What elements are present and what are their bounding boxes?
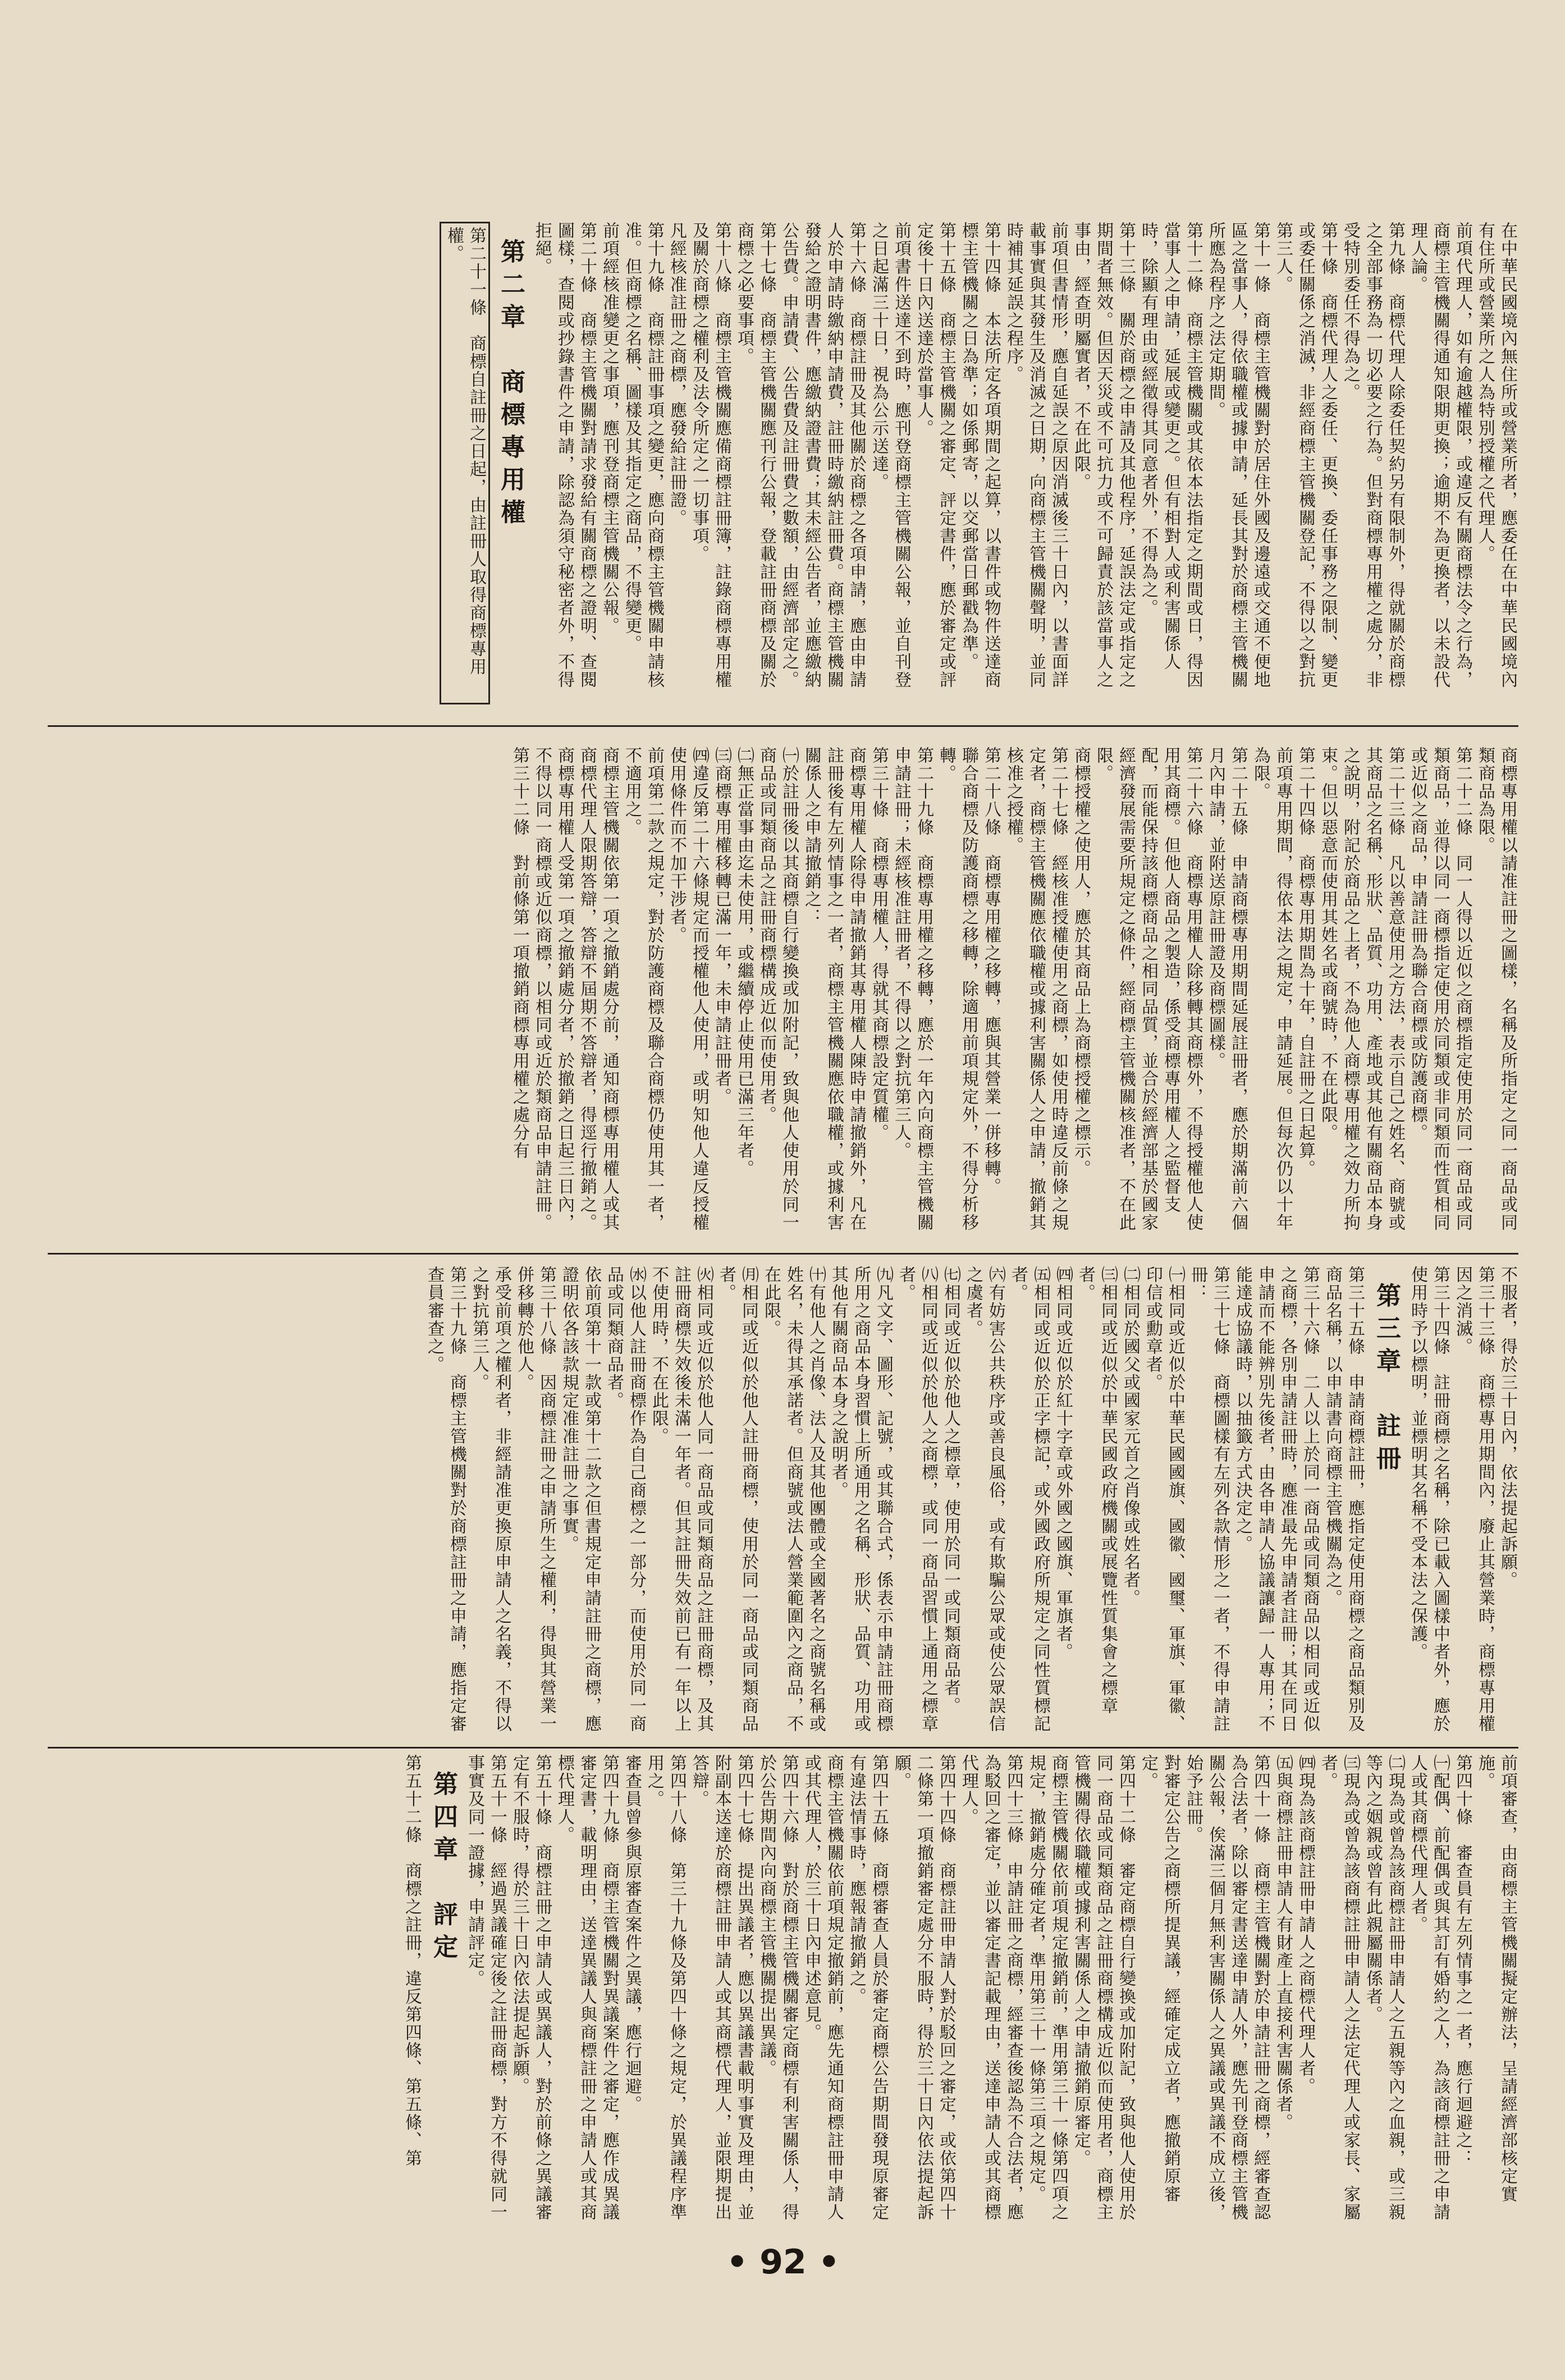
article-paragraph: ㈦相同或近似於他人之標章，使用於同一或同類商品者。 [941,1266,960,1715]
article-paragraph: ㈣相同或近似於紅十字章或外國之國旗、軍旗者。 [1053,1266,1073,1661]
article-paragraph: 商標專用權人除得申請撤銷其專用權人陳時申請撤銷外，凡在註冊後有左列情事之一者，商標主管機關應依職權，或據利害關係人之申請撤銷之： [802,747,866,1232]
article-paragraph: ㈤相同或近似於正字標記，或外國政府所規定之同性質標記者。 [1008,1266,1050,1733]
article-paragraph: ㈤與商標註冊申請人有財產上直接利害關係者。 [1273,1754,1293,2131]
article-paragraph: ㈥有妨害公共秩序或善良風俗，或有欺騙公眾或使公眾誤信之虞者。 [963,1266,1005,1733]
article-paragraph: 商標主管機關依第一項之撤銷處分前，通知商標專用權人或其商標代理人限期答辯，答辯不屆期不答辯者，得逕行撤銷之。 [577,747,619,1232]
article-paragraph: 第九條 商標代理人除委任契約另有限制外，得就關於商標之全部事務為一切必要之行為。但對商標專用權之處分，非受特別委任不得為之。 [1340,222,1405,689]
article-paragraph: ㈫相同或近似於他人同一商品或同類商品之註冊商標，及其註冊商標失效後未滿一年者。但其註冊失效前已有一年以上不使用時，不在此限。 [649,1266,713,1733]
article-paragraph: 第十六條 商標註冊及其他關於商標之各項申請，應由申請人於申請時繳納申請費，註冊時繳納註冊費。商標主管機關發給之證明書件，應繳納證書費；其未經公告者，並應繳納公告費。申請費、公告費及註冊費之數額，由經濟部定之。 [779,222,866,689]
article-paragraph: ㈣現為該商標註冊申請人之商標代理人者。 [1296,1754,1315,2095]
article-paragraph: 依前項第十一款或第十二款之但書規定申請註冊之商標，應證明依各該款規定准准註冊之事實。 [559,1266,601,1733]
article-paragraph: 前項代理人，如有逾越權限，或違反有關商標法令之行為，商標主管機關得通知限期更換；逾期不為更換者，以未設代理人論。 [1408,222,1472,689]
article-paragraph: ㈪相同或近似於他人註冊商標，使用於同一商品或同類商品者。 [716,1266,758,1733]
article-paragraph: 第三十七條 商標圖樣有左列各款情形之一者，不得申請註冊： [1188,1266,1230,1733]
article-paragraph: 第十三條 關於商標之申請及其他程序，延誤法定或指定之期間者無效。但因天災或不可抗力或不可歸責於該當事人之事由，經查明屬實者，不在此限。 [1071,222,1136,689]
horizontal-rule-1 [48,725,1518,727]
article-paragraph: 在中華民國境內無住所或營業所者，應委任在中華民國境內有住所或營業所之人為特別授權之代理人。 [1475,222,1517,689]
section-band-3 [48,1266,1518,1746]
article-paragraph: 第二十條 商標主管機關對請求發給有關商標之證明、查閱圖樣，查閱或抄錄書件之申請，除認為須守秘密者外，不得拒絕。 [532,222,597,689]
article-paragraph: 商標主管機關依前項規定撤銷前，準用第三十一條第四項之規定，撤銷處分確定者，準用第三十一條第三項之規定。 [1026,1754,1068,2221]
article-paragraph: 第五十條 商標註冊之申請人或異議人，對於前條之異議審定有不服時，得於三十日內依法提起訴願。 [510,1754,552,2221]
article-paragraph: 第五十二條 商標之註冊，違反第四條、第五條、第 [402,1754,422,2167]
article-paragraph: ㈣違反第二十六條規定而授權他人使用，或明知他人違反授權使用條件而不加干涉者。 [667,747,709,1232]
article-paragraph: 承受前項之權利者，非經請准更換原申請人之名義，不得以之對抗第三人。 [469,1266,511,1733]
article-paragraph: 第三十八條 因商標註冊之申請所生之權利，得與其營業一併移轉於他人。 [514,1266,556,1733]
article-paragraph: 第十條 商標代理人之委任、更換、委任事務之限制、變更或委任關係之消滅，非經商標主管機關登記，不得以之對抗第三人。 [1273,222,1338,689]
article-paragraph: ㈡相同於國父或國家元首之肖像或姓名者。 [1120,1266,1140,1607]
boxed-article: 第二十一條 商標自註冊之日起，由註冊人取得商標專用權。 [440,222,490,704]
article-paragraph: ㈩有他人之肖像、法人及其他團體或全國著名之商號名稱或姓名，未得其承諾者。但商號或法人營業範圍內之商品，不在此限。 [761,1266,826,1733]
article-paragraph: 前項審查，由商標主管機關擬定辦法，呈請經濟部核定實施。 [1475,1754,1517,2203]
article-paragraph: 第三十條 商標專用權人，得就其商標設定質權。 [869,747,889,1142]
article-paragraph: 前項專用期間，得依本法之規定，申請延展。但每次仍以十年為限。 [1251,747,1293,1232]
article-paragraph: ㈠於註冊後以其商標自行變換或加附記，致與他人使用於同一商品或同類商品之註冊商標構成近似而使用者。 [757,747,799,1232]
article-paragraph: 第三十三條 商標專用期間內，廢止其營業時，商標專用權因之消滅。 [1453,1266,1495,1733]
article-paragraph: 第四十條 審查員有左列情事之一者，應行迴避之： [1453,1754,1472,2167]
article-paragraph: 對審定公告之商標所提異議，經確定成立者，應撤銷原審定。 [1138,1754,1180,2203]
article-paragraph: 第十二條 商標主管機關或其依本法指定之期間或日，得因當事人之申請，延展或變更之。但有相對人或利害關係人時，除顯有理由或經徵得其同意者外，不得為之。 [1138,222,1203,689]
article-paragraph: 凡經核准註冊之商標，應發給註冊證。 [667,222,687,527]
article-paragraph: 商標主管機關依前項規定撤銷前，應先通知商標註冊申請人或其代理人，於三十日內申述意見。 [802,1754,844,2221]
article-paragraph: 第二十四條 商標專用期間為十年，自註冊之日起算。 [1296,747,1315,1178]
article-paragraph: 第三十五條 申請商標註冊，應指定使用商標之商品類別及商品名稱，以申請書向商標主管機關為之。 [1323,1266,1365,1733]
horizontal-rule-3 [48,1747,1518,1749]
horizontal-rule-2 [48,1253,1518,1255]
article-paragraph: 第三十九條 商標主管機關對於商標註冊之申請，應指定審查員審查之。 [424,1266,466,1733]
article-paragraph: 第三十二條 對前條第一項撤銷商標專用權之處分有 [510,747,529,1160]
article-paragraph: 審查員曾參與原審查案件之異議，應行迴避。 [622,1754,642,2113]
chapter-heading: 第二章 商標專用權 [496,239,525,532]
article-paragraph: 第五十一條 經過異議確定後之註冊商標，對方不得就同一事實及同一證據，申請評定。 [465,1754,507,2221]
section-band-1 [48,222,1518,704]
article-paragraph: 第四十九條 商標主管機關對異議案件之審定，應作成異議審定書，載明理由，送達異議人與商標註冊之申請人或其商標代理人。 [555,1754,619,2221]
article-paragraph: 第四十八條 第三十九條及第四十條之規定，於異議程序準用之。 [644,1754,687,2221]
article-paragraph: ㈧相同或近似於他人之商標，或同一商品習慣上通用之標章者。 [896,1266,938,1733]
article-paragraph: ㈡現為或曾為該商標註冊申請人之五親等內之血親，或三親等內之姻親或曾有此親屬關係者。 [1363,1754,1405,2221]
article-paragraph: 第四十二條 審定商標自行變換或加附記，致與他人使用於同一商品或同類商品之註冊商標構成近似而使用者，商標主管機關得依職權或據利害關係人之申請撤銷原審定。 [1071,1754,1136,2221]
chapter-heading: 第四章 評定 [429,1771,457,1966]
article-paragraph: 第二十五條 申請商標專用期間延展註冊者，應於期滿前六個月內申請，並附送原註冊證及商標圖樣。 [1206,747,1248,1232]
article-paragraph: 前項書件送達不到時，應刊登商標主管機關公報，並自刊登之日起滿三十日，視為公示送達。 [869,222,911,689]
article-paragraph: 第二十三條 凡以善意使用之方法，表示自己之姓名、商號或其商品之名稱、形狀、品質、功用、產地或其他有關商品本身之說明，附記於商品之上者，不為他人商標專用權之效力所拘束。但以惡意而使用其姓名或商號時，不在此限。 [1318,747,1405,1232]
article-paragraph: 商標授權之使用人，應於其商品上為商標授權之標示。 [1071,747,1091,1178]
article-paragraph: 第四十五條 商標審查人員於審定商標公告期間發現原審定有違法情事時，應報請撤銷之。 [846,1754,889,2221]
article-paragraph: ㈢商標專用權移轉已滿一年，未申請註冊者。 [712,747,731,1106]
article-paragraph: ㈨凡文字、圖形、記號，或其聯合式，係表示申請註冊商標所用之商品本身習慣上所通用之名稱、形狀、品質、功用或其他有關商品本身之說明者。 [829,1266,893,1733]
article-paragraph: ㈡無正當事由迄未使用，或繼續停止使用已滿三年者。 [734,747,754,1178]
article-paragraph: 第四十一條 商標主管機關對於申請註冊之商標，經審查認為合法者，除以審定書送達申請人外，應先刊登商標主管機關公報，俟滿三個月無利害關係人之異議或異議不成立後，始予註冊。 [1183,1754,1270,2221]
article-paragraph: 第二十二條 同一人得以近似之商標指定使用於同一商品或同類商品，並得以同一商標指定使用於同類或非同類而性質相同或近似之商品，申請註冊為聯合商標或防護商標。 [1408,747,1472,1232]
article-paragraph: 第二十九條 商標專用權之移轉，應於一年內向商標主管機關申請註冊；未經核准註冊者，不得以之對抗第三人。 [891,747,933,1232]
article-paragraph: ㈠配偶、前配偶或與其訂有婚約之人，為該商標註冊之申請人或其商標代理人者。 [1408,1754,1450,2221]
article-paragraph: 商標專用權以請准註冊之圖樣，名稱及所指定之同一商品或同類商品為限。 [1475,747,1517,1232]
article-paragraph: 第十一條 商標主管機關對於居住外國及邊遠或交通不便地區之當事人，得依職權或據申請，延長其對於商標主管機關所應為程序之法定期間。 [1206,222,1270,689]
article-paragraph: 聯合商標及防護商標之移轉，除適用前項規定外，不得分析移轉。 [936,747,978,1232]
section-band-4 [48,1754,1518,2226]
article-paragraph: 商標專用權人受第一項之撤銷處分者，於撤銷之日起三日內，不得以同一商標或近似商標，以相同或近於類商品申請註冊。 [532,747,574,1232]
article-paragraph: 第四十七條 提出異議者，應以異議書載明事實及理由，並附副本送達於商標註冊申請人或其商標代理人，並限期提出答辯。 [689,1754,754,2221]
article-paragraph: ㈢現為或曾為該商標註冊申請人之法定代理人或家長、家屬者。 [1318,1754,1360,2221]
article-paragraph: 第四十六條 對於商標主管機關審定商標有利害關係人，得於公告期間內向商標主管機關提出異議。 [757,1754,799,2221]
article-paragraph: 第十七條 商標主管機關應刊行公報，登載註冊商標及關於商標之必要事項。 [734,222,776,689]
article-paragraph: ㈠相同或近似於中華民國國旗、國徽、國璽、軍旗、軍徽、印信或勳章者。 [1143,1266,1185,1733]
article-paragraph: 第二十六條 商標專用權人除移轉其商標外，不得授權他人使用其商標。但他人商品之製造，係受商標專用權人之監督支配，而能保持該商標商品之相同品質，並合於經濟部基於國家經濟發展需要所規定之條件，經商標主管機關核准者，不在此限。 [1093,747,1203,1232]
article-paragraph: ㈬以他人註冊商標作為自己商標之一部分，而使用於同一商品或同類商品者。 [604,1266,646,1733]
section-band-2 [48,747,1518,1241]
article-paragraph: 第三十六條 二人以上於同一商品或同類商品以相同或近似之商標，各別申請註冊時，應准最先申請者註冊；其在同日申請而不能辨別先後者，由各申請人協議讓歸一人專用；不能達成協議時，以抽籤方式決定之。 [1233,1266,1320,1733]
article-paragraph: 前項第二款之規定，對於防護商標及聯合商標仍使用其一者，不適用之。 [622,747,664,1232]
article-paragraph: 第十五條 商標主管機關之審定、評定書件，應於審定或評定後十日內送達於當事人。 [914,222,956,689]
article-paragraph: 第二十八條 商標專用權之移轉，應與其營業一併移轉。 [981,747,1001,1196]
article-paragraph: 第十八條 商標主管機關應備商標註冊簿，註錄商標專用權及關於商標之權利及法令所定之一切事項。 [689,222,731,689]
chapter-heading: 第三章 註冊 [1372,1283,1401,1478]
article-paragraph: 不服者，得於三十日內，依法提起訴願。 [1498,1266,1517,1589]
article-paragraph: 第二十七條 經核准授權使用之商標，如使用時違反前條之規定者，商標主管機關應依職權或據利害關係人之申請，撤銷其核准之授權。 [1004,747,1068,1232]
article-paragraph: ㈢相同或近似於中華民國政府機關或展覽性質集會之標章者。 [1076,1266,1118,1715]
page-number: • 92 • [726,2242,840,2282]
article-paragraph: 第三十四條 註冊商標之名稱，除已載入圖樣中者外，應於使用時予以標明，並標明其名稱不受本法之保護。 [1408,1266,1450,1733]
article-paragraph: 第十九條 商標註冊事項之變更，應向商標主管機關申請核准。但商標之名稱、圖樣及其指定之商品，不得變更。 [622,222,664,689]
article-paragraph: 第四十三條 申請註冊之商標，經審查後認為不合法者，應為駁回之審定，並以審定書記載理由，送達申請人或其商標代理人。 [959,1754,1023,2221]
article-paragraph: 前項經核准變更之事項，應刊登商標主管機關公報。 [600,222,619,635]
article-paragraph: 第十四條 本法所定各項期間之起算，以書件或物件送達商標主管機關之日為準；如係郵寄，以交郵當日郵戳為準。 [959,222,1001,689]
article-paragraph: 第四十四條 商標註冊申請人對於駁回之審定，或依第四十二條第一項撤銷審定處分不服時，得於三十日內依法提起訴願。 [891,1754,956,2221]
article-paragraph: 前項但書情形，應自延誤之原因消滅後三十日內，以書面詳載事實與其發生及消滅之日期，向商標主管機關聲明，並同時補其延誤之程序。 [1004,222,1068,689]
